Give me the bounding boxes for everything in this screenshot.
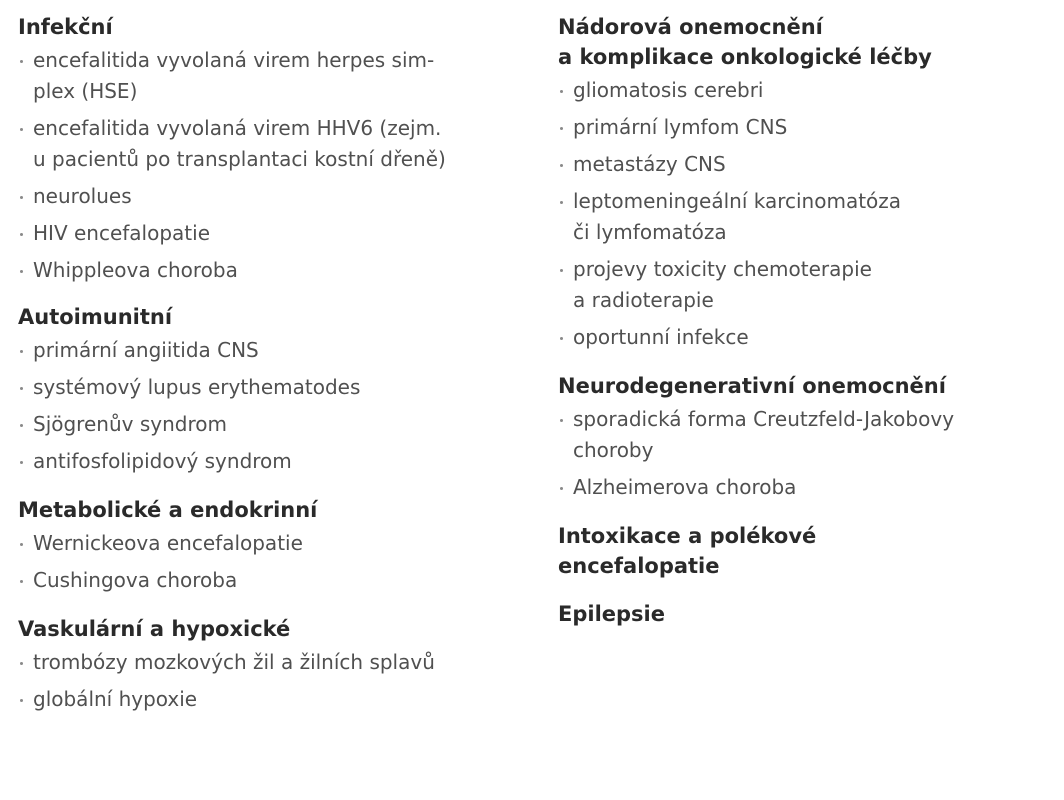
list-item: encefalitida vyvolaná virem HHV6 (zejm. u pacientů po transplantaci kostní dřeně) [18,113,538,175]
item-list [558,75,1048,353]
section-heading: Intoxikace a polékové encefalopatie [558,524,817,578]
list-item: antifosfolipidový syndrom [18,446,538,477]
list-item: systémový lupus erythematodes [18,372,538,403]
list-item: sporadická forma Creutzfeld-Jakobovy choroby [558,404,1048,466]
section-heading: Infekční [18,15,113,39]
section-epilepsy [558,599,1048,629]
list-item: encefalitida vyvolaná virem herpes sim- plex (HSE) [18,45,538,107]
section-heading: Nádorová onemocnění a komplikace onkologické léčby [558,15,932,69]
section-infectious [18,12,538,286]
item-list [18,45,538,286]
list-item: Sjögrenův syndrom [18,409,538,440]
list-item: gliomatosis cerebri [558,75,1048,106]
list-item: Whippleova choroba [18,255,538,286]
list-item: Alzheimerova choroba [558,472,1048,503]
list-item: primární angiitida CNS [18,335,538,366]
left-column [18,12,538,733]
list-item: metastázy CNS [558,149,1048,180]
list-item: projevy toxicity chemoterapie a radioterapie [558,254,1048,316]
section-heading: Vaskulární a hypoxické [18,617,291,641]
list-item: Wernickeova encefalopatie [18,528,538,559]
section-intoxication [558,521,1048,581]
item-list [18,335,538,477]
list-item: Cushingova choroba [18,565,538,596]
list-item: neurolues [18,181,538,212]
section-heading: Metabolické a endokrinní [18,498,318,522]
section-neurodegenerative [558,371,1048,503]
section-heading: Neurodegenerativní onemocnění [558,374,946,398]
section-heading: Epilepsie [558,602,665,626]
item-list [558,404,1048,503]
list-item: trombózy mozkových žil a žilních splavů [18,647,538,678]
list-item: oportunní infekce [558,322,1048,353]
right-column [558,12,1048,647]
section-autoimmune [18,302,538,477]
item-list [18,647,538,715]
list-item: primární lymfom CNS [558,112,1048,143]
section-heading: Autoimunitní [18,305,173,329]
item-list [18,528,538,596]
list-item: globální hypoxie [18,684,538,715]
section-metabolic [18,495,538,596]
section-vascular [18,614,538,715]
list-item: leptomeningeální karcinomatóza či lymfomatóza [558,186,1048,248]
section-oncology [558,12,1048,353]
list-item: HIV encefalopatie [18,218,538,249]
